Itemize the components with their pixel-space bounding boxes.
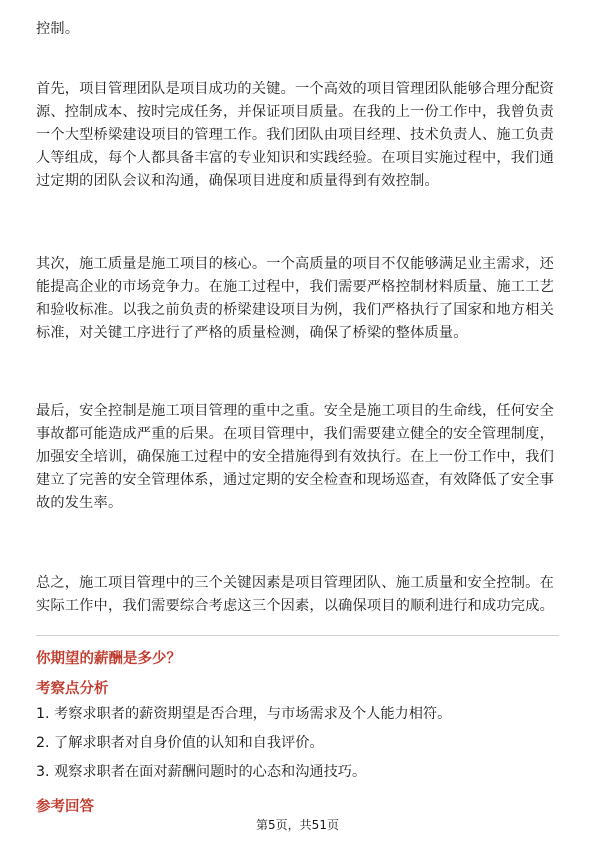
text-line: 总之，施工项目管理中的三个关键因素是项目管理团队、施工质量和安全控制。在	[36, 575, 554, 591]
text-line: 一个大型桥梁建设项目的管理工作。我们团队由项目经理、技术负责人、施工负责	[36, 127, 554, 143]
analysis-item: 2. 了解求职者对自身价值的认知和自我评价。	[36, 735, 324, 751]
question-heading: 你期望的薪酬是多少？	[36, 651, 181, 667]
text-line: 建立了完善的安全管理体系，通过定期的安全检查和现场巡查，有效降低了安全事	[36, 472, 554, 488]
paragraph-safety	[36, 400, 562, 515]
text-line: 人等组成，每个人都具备丰富的专业知识和实践经验。在项目实施过程中，我们通	[36, 150, 554, 166]
answer-heading: 参考回答	[36, 799, 94, 815]
analysis-heading: 考察点分析	[36, 681, 109, 697]
text-line: 和验收标准。以我之前负责的桥梁建设项目为例，我们严格执行了国家和地方相关	[36, 302, 554, 318]
page-number: 第5页，共51页	[256, 818, 339, 832]
text-line: 控制。	[36, 21, 80, 37]
text-line: 其次，施工质量是施工项目的核心。一个高质量的项目不仅能够满足业主需求，还	[36, 256, 554, 272]
text-line: 标准，对关键工序进行了严格的质量检测，确保了桥梁的整体质量。	[36, 325, 468, 341]
text-line: 最后，安全控制是施工项目管理的重中之重。安全是施工项目的生命线，任何安全	[36, 403, 554, 419]
paragraph-quality	[36, 253, 562, 345]
text-line: 首先，项目管理团队是项目成功的关键。一个高效的项目管理团队能够合理分配资	[36, 81, 554, 97]
text-line: 故的发生率。	[36, 495, 123, 511]
text-line: 实际工作中，我们需要综合考虑这三个因素，以确保项目的顺利进行和成功完成。	[36, 598, 554, 614]
analysis-item: 3. 观察求职者在面对薪酬问题时的心态和沟通技巧。	[36, 764, 367, 780]
text-line: 事故都可能造成严重的后果。在项目管理中，我们需要建立健全的安全管理制度，	[36, 426, 554, 442]
paragraph-summary	[36, 572, 562, 618]
text-line: 加强安全培训，确保施工过程中的安全措施得到有效执行。在上一份工作中，我们	[36, 449, 554, 465]
section-divider	[36, 635, 559, 636]
text-line: 过定期的团队会议和沟通，确保项目进度和质量得到有效控制。	[36, 173, 439, 189]
paragraph-team	[36, 78, 562, 193]
intro-tail	[36, 18, 562, 41]
analysis-item: 1. 考察求职者的薪资期望是否合理，与市场需求及个人能力相符。	[36, 706, 452, 722]
text-line: 能提高企业的市场竞争力。在施工过程中，我们需要严格控制材料质量、施工工艺	[36, 279, 554, 295]
text-line: 源、控制成本、按时完成任务，并保证项目质量。在我的上一份工作中，我曾负责	[36, 104, 554, 120]
